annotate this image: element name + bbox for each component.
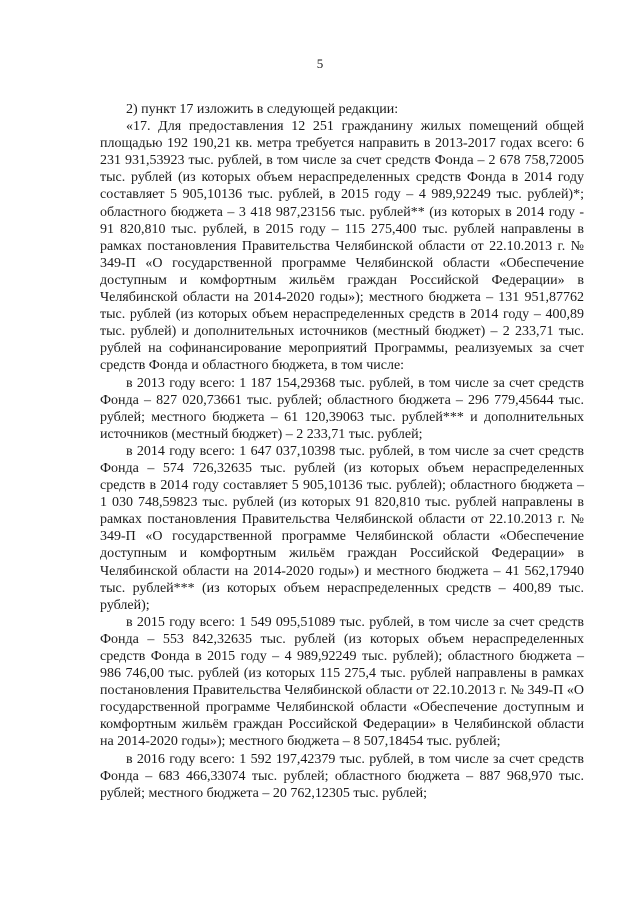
paragraph-year-2014: в 2014 году всего: 1 647 037,10398 тыс. рублей, в том числе за счет средств Фонда – 574 726,32635 тыс. рублей (из которых объем нераспределенных средств в 2014 году составляет 5 905,10136 тыс. рублей); областного бюджета – 1 030 748,59823 тыс. рублей (из которых 91 820,810 тыс. рублей направлены в рамках постановления Правительства Челябинской области от 22.10.2013 г. № 349-П «О государственной программе Челябинской области «Обеспечение доступным и комфортным жильём граждан Российской Федерации» в Челябинской области на 2014-2020 годы») и местного бюджета – 41 562,17940 тыс. рублей*** (из которых объем нераспределенных средств – 400,89 тыс. рублей); [100, 443, 584, 613]
paragraph-year-2015: в 2015 году всего: 1 549 095,51089 тыс. рублей, в том числе за счет средств Фонда – 553 842,32635 тыс. рублей (из которых объем нераспределенных средств Фонда в 2015 году – 4 989,92249 тыс. рублей); областного бюджета – 986 746,00 тыс. рублей (из которых 115 275,4 тыс. рублей направлены в рамках постановления Правительства Челябинской области от 22.10.2013 г. № 349-П «О государственной программе Челябинской области «Обеспечение доступным и комфортным жильём граждан Российской Федерации» в Челябинской области на 2014-2020 годы»); местного бюджета – 8 507,18454 тыс. рублей; [100, 614, 584, 750]
paragraph-year-2013: в 2013 году всего: 1 187 154,29368 тыс. рублей, в том числе за счет средств Фонда – 827 020,73661 тыс. рублей; областного бюджета – 296 779,45644 тыс. рублей; местного бюджета – 61 120,39063 тыс. рублей*** и дополнительных источников (местный бюджет) – 2 233,71 тыс. рублей; [100, 375, 584, 442]
page-number: 5 [316, 56, 324, 71]
paragraph-item-17-intro: «17. Для предоставления 12 251 гражданину жилых помещений общей площадью 192 190,21 кв. метра требуется направить в 2013-2017 годах всего: 6 231 931,53923 тыс. рублей, в том числе за счет средств Фонда – 2 678 758,72005 тыс. рублей (из которых объем нераспределенных средств Фонда в 2014 году составляет 5 905,10136 тыс. рублей, в 2015 году – 4 989,92249 тыс. рублей)*; областного бюджета – 3 418 987,23156 тыс. рублей** (из которых в 2014 году - 91 820,810 тыс. рублей, в 2015 году – 115 275,400 тыс. рублей направлены в рамках постановления Правительства Челябинской области от 22.10.2013 г. № 349-П «О государственной программе Челябинской области «Обеспечение доступным и комфортным жильём граждан Российской Федерации» в Челябинской области на 2014-2020 годы»); местного бюджета – 131 951,87762 тыс. рублей (из которых объем нераспределенных средств в 2014 году – 400,89 тыс. рублей) и дополнительных источников (местный бюджет) – 2 233,71 тыс. рублей на софинансирование мероприятий Программы, реализуемых за счет средств Фонда и областного бюджета, в том числе: [100, 119, 584, 374]
paragraph-year-2016: в 2016 году всего: 1 592 197,42379 тыс. рублей, в том числе за счет средств Фонда – 683 466,33074 тыс. рублей; областного бюджета – 887 968,970 тыс. рублей; местного бюджета – 20 762,12305 тыс. рублей; [100, 751, 584, 801]
document-body [100, 101, 584, 802]
paragraph-item-2-heading: 2) пункт 17 изложить в следующей редакции: [126, 102, 399, 117]
